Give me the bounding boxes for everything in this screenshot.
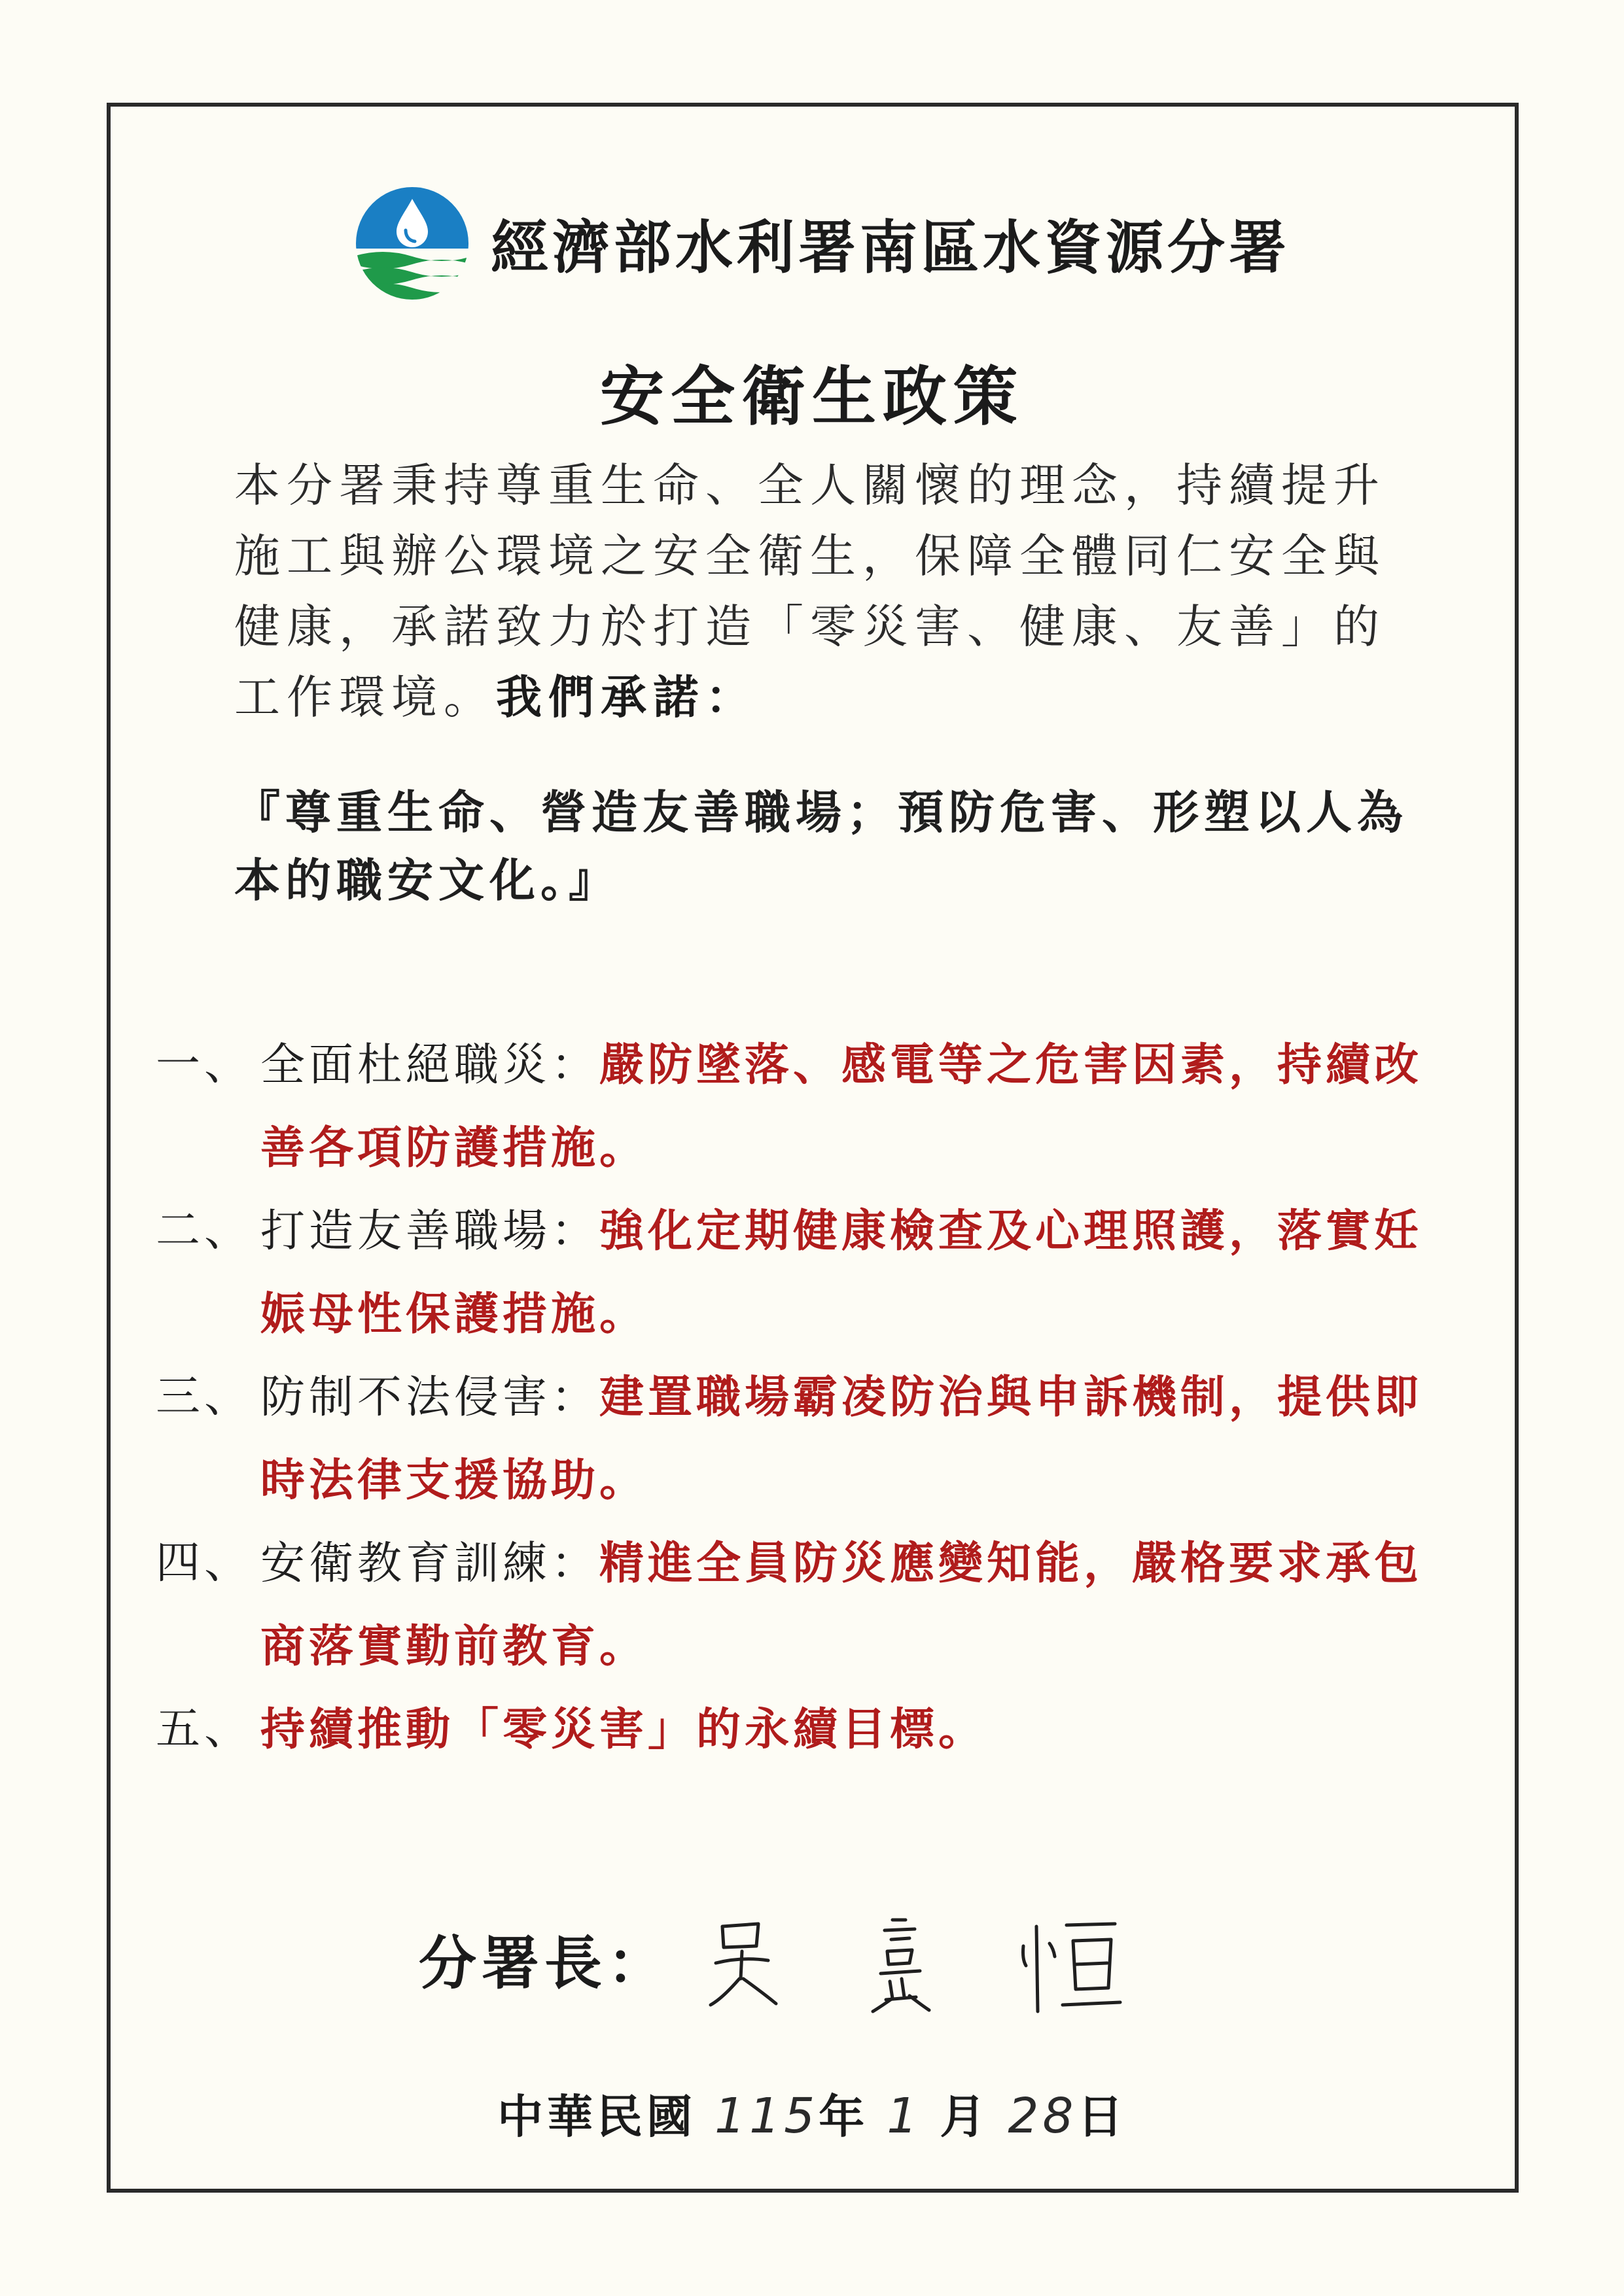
handwritten-signature [696,1900,1154,2018]
date-month-unit: 月 [940,2089,990,2144]
policy-motto: 『尊重生命、營造友善職場；預防危害、形塑以人為本的職安文化。』 [234,785,1408,907]
item-heading: 打造友善職場： [260,1206,600,1257]
list-item [156,1024,1464,1190]
date-month: 1 [887,2088,922,2144]
item-text: 持續推動「零災害」的永續目標。 [260,1703,987,1756]
date-year-unit: 年 [819,2089,869,2144]
item-heading: 全面杜絕職災： [260,1039,600,1091]
item-heading: 防制不法侵害： [260,1372,600,1423]
list-item [156,1522,1464,1688]
signature-label: 分署長： [419,1929,671,1997]
policy-list [156,1024,1464,1771]
list-item [156,1356,1464,1522]
date-year: 115 [715,2088,819,2144]
item-text: 嚴防墜落、感電等之危害因素，持續改善各項防護措施。 [260,1039,1423,1174]
item-number: 一、 [156,1039,253,1090]
item-text: 強化定期健康檢查及心理照護，落實妊娠母性保護措施。 [260,1205,1423,1340]
item-heading: 安衛教育訓練： [260,1538,600,1590]
intro-paragraph [234,450,1432,733]
water-drop-waves-logo-icon [353,184,471,302]
date-era: 中華民國 [497,2089,696,2144]
page-title: 安全衛生政策 [599,359,1024,434]
item-text: 建置職場霸凌防治與申訴機制，提供即時法律支援協助。 [260,1371,1423,1506]
intro-text: 本分署秉持尊重生命、全人關懷的理念，持續提升施工與辦公環境之安全衛生，保障全體同仁安全與健康，承諾致力於打造「零災害、健康、友善」的工作環境。 [234,459,1386,724]
item-number: 二、 [156,1205,253,1257]
date-row [497,2080,1127,2146]
list-item [156,1688,1464,1771]
date-day: 28 [1008,2088,1078,2144]
commitment-label: 我們承諾： [496,670,758,724]
date-day-unit: 日 [1077,2089,1127,2144]
organization-name: 經濟部水利署南區水資源分署 [491,213,1291,281]
item-number: 四、 [156,1537,253,1589]
item-number: 五、 [156,1703,253,1755]
item-text: 精進全員防災應變知能，嚴格要求承包商落實勤前教育。 [260,1537,1423,1673]
signature-row [419,1900,1154,2018]
list-item [156,1190,1464,1356]
item-number: 三、 [156,1371,253,1423]
header [353,184,1290,302]
